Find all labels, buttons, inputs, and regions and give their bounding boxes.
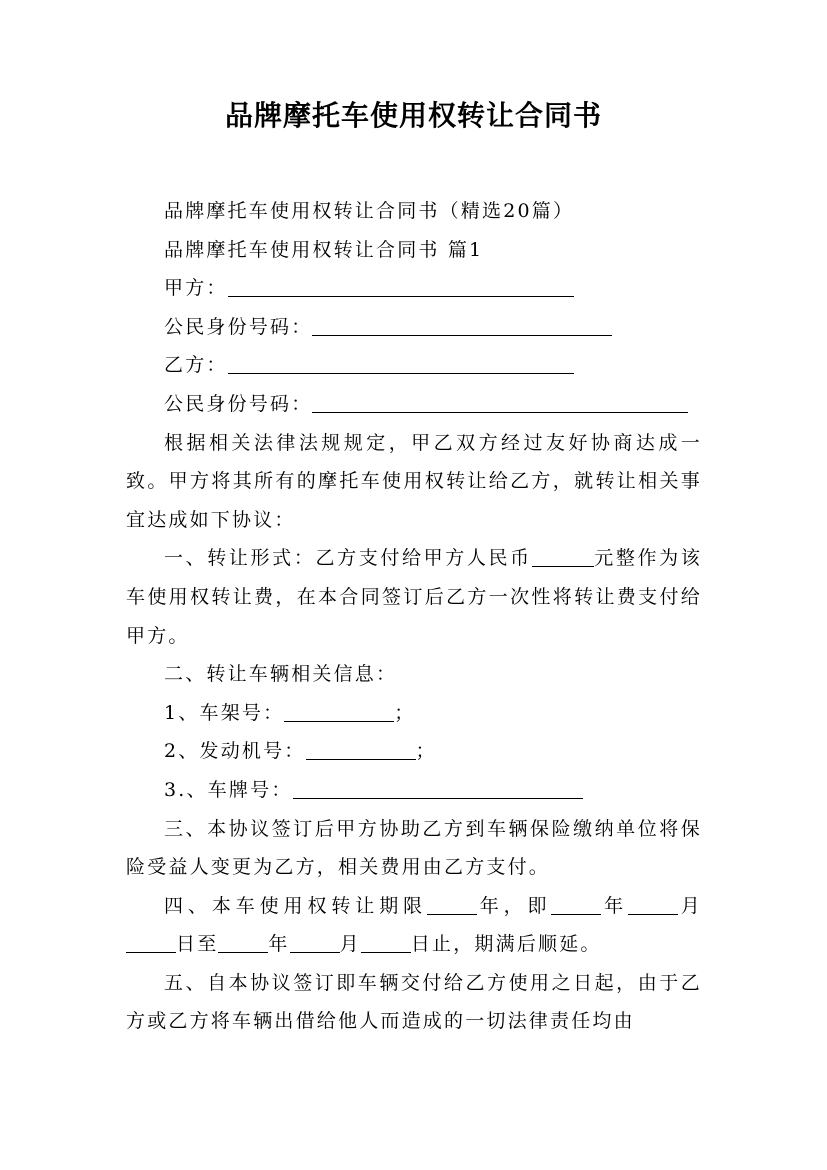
- party-a-label: 甲方：: [164, 277, 228, 300]
- clause-1-part-a: 一、转让形式：乙方支付给甲方人民币: [164, 547, 532, 570]
- party-b-blank: [228, 353, 574, 374]
- clause-1: [126, 539, 702, 655]
- subtitle-line: 品牌摩托车使用权转让合同书（精选20篇）: [164, 200, 575, 222]
- end-month-blank: [290, 932, 340, 953]
- engine-number-blank: [306, 739, 416, 760]
- end-year-blank: [218, 932, 268, 953]
- term-years-blank: [427, 894, 477, 915]
- document-title: 品牌摩托车使用权转让合同书: [224, 99, 602, 132]
- start-year-blank: [551, 894, 601, 915]
- clause-4-year1: 年，即: [477, 894, 552, 917]
- clause-4-year3: 年: [268, 933, 290, 956]
- clause-2: 二、转让车辆相关信息：: [164, 663, 398, 686]
- intro-paragraph: 根据相关法律法规规定，甲乙双方经过友好协商达成一致。甲方将其所有的摩托车使用权转让给乙方，就转让相关事宜达成如下协议：: [126, 431, 702, 531]
- plate-number-blank: [293, 778, 583, 799]
- amount-blank: [532, 546, 594, 567]
- party-a-blank: [228, 276, 574, 297]
- document-body: [126, 192, 702, 1041]
- id-a-blank: [312, 315, 612, 336]
- party-b-line: [126, 346, 702, 385]
- clause-4-month2: 月: [339, 933, 361, 956]
- clause-4-end: 日止，期满后顺延。: [410, 933, 602, 956]
- clause-4-day1: 日至: [176, 933, 219, 956]
- id-a-label: 公民身份号码：: [164, 315, 313, 338]
- clause-4: [126, 887, 702, 964]
- engine-number-end: ；: [415, 740, 437, 763]
- clause-4-year2: 年: [601, 894, 629, 917]
- id-b-blank: [312, 392, 688, 413]
- clause-5: 五、自本协议签订即车辆交付给乙方使用之日起，由于乙方或乙方将车辆出借给他人而造成的一切法律责任均由: [126, 971, 702, 1033]
- chapter-line: 品牌摩托车使用权转让合同书 篇1: [164, 238, 484, 261]
- frame-number-end: ；: [394, 701, 416, 724]
- clause-4-part-a: 四、本车使用权转让期限: [164, 894, 428, 917]
- clause-2-3: [126, 771, 702, 810]
- start-month-blank: [628, 894, 678, 915]
- party-b-label: 乙方：: [164, 354, 228, 377]
- clause-3: 三、本协议签订后甲方协助乙方到车辆保险缴纳单位将保险受益人变更为乙方，相关费用由乙方支付。: [126, 817, 702, 879]
- end-day-blank: [361, 932, 411, 953]
- clause-2-1: [126, 694, 702, 733]
- clause-4-month1: 月: [678, 894, 703, 917]
- clause-2-2: [126, 732, 702, 771]
- clause-1-part-b: 元整作为该车使用权转让费，在本合同签订后乙方一次性将转让费支付给甲方。: [126, 547, 702, 647]
- id-b-label: 公民身份号码：: [164, 392, 313, 415]
- party-a-line: [126, 269, 702, 308]
- frame-number-blank: [284, 701, 394, 722]
- id-a-line: [126, 308, 702, 347]
- engine-number-label: 2、发动机号：: [164, 740, 306, 763]
- plate-number-label: 3.、车牌号：: [164, 778, 293, 801]
- id-b-line: [126, 385, 702, 424]
- start-day-blank: [126, 932, 176, 953]
- frame-number-label: 1、车架号：: [164, 701, 285, 724]
